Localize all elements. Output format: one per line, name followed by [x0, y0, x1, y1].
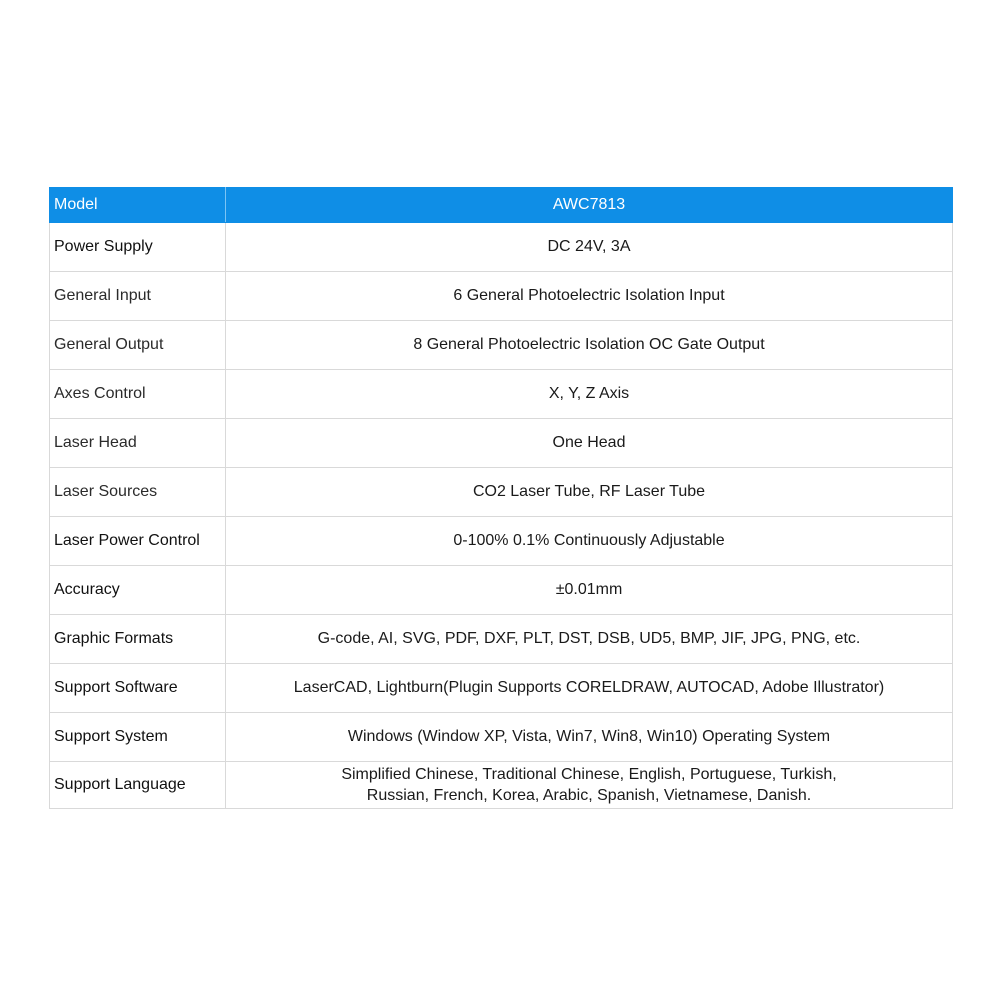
row-value: DC 24V, 3A: [226, 223, 953, 272]
table-row: [50, 713, 953, 762]
table-row: [50, 615, 953, 664]
table-row: [50, 272, 953, 321]
row-label: Graphic Formats: [50, 615, 226, 664]
row-label: Accuracy: [50, 566, 226, 615]
table-row: [50, 419, 953, 468]
row-value: 6 General Photoelectric Isolation Input: [226, 272, 953, 321]
row-label: General Output: [50, 321, 226, 370]
row-value: CO2 Laser Tube, RF Laser Tube: [226, 468, 953, 517]
row-label: General Input: [50, 272, 226, 321]
row-label: Laser Sources: [50, 468, 226, 517]
row-value: One Head: [226, 419, 953, 468]
row-value-line-2: Russian, French, Korea, Arabic, Spanish, Vietnamese, Danish.: [366, 787, 812, 804]
row-value: Windows (Window XP, Vista, Win7, Win8, Win10) Operating System: [226, 713, 953, 762]
row-label: Support System: [50, 713, 226, 762]
row-label: Laser Power Control: [50, 517, 226, 566]
table-row: [50, 517, 953, 566]
table-row: [50, 566, 953, 615]
header-value-cell: AWC7813: [226, 188, 953, 223]
row-value-line-1: Simplified Chinese, Traditional Chinese, English, Portuguese, Turkish,: [341, 766, 837, 783]
row-value: LaserCAD, Lightburn(Plugin Supports CORELDRAW, AUTOCAD, Adobe Illustrator): [226, 664, 953, 713]
header-label-cell: Model: [50, 188, 226, 223]
table-row: [50, 370, 953, 419]
row-label: Laser Head: [50, 419, 226, 468]
row-value: G-code, AI, SVG, PDF, DXF, PLT, DST, DSB, UD5, BMP, JIF, JPG, PNG, etc.: [226, 615, 953, 664]
table-row: [50, 664, 953, 713]
row-value: ±0.01mm: [226, 566, 953, 615]
row-value: X, Y, Z Axis: [226, 370, 953, 419]
row-value: [226, 762, 953, 809]
row-value: 8 General Photoelectric Isolation OC Gate Output: [226, 321, 953, 370]
table-row: [50, 321, 953, 370]
row-label: Axes Control: [50, 370, 226, 419]
table-row: [50, 468, 953, 517]
row-label: Support Language: [50, 762, 226, 809]
table-header-row: [50, 188, 953, 223]
spec-table: [49, 187, 953, 809]
row-label: Power Supply: [50, 223, 226, 272]
row-label: Support Software: [50, 664, 226, 713]
row-value: 0-100% 0.1% Continuously Adjustable: [226, 517, 953, 566]
table-row: [50, 223, 953, 272]
table-row: [50, 762, 953, 809]
